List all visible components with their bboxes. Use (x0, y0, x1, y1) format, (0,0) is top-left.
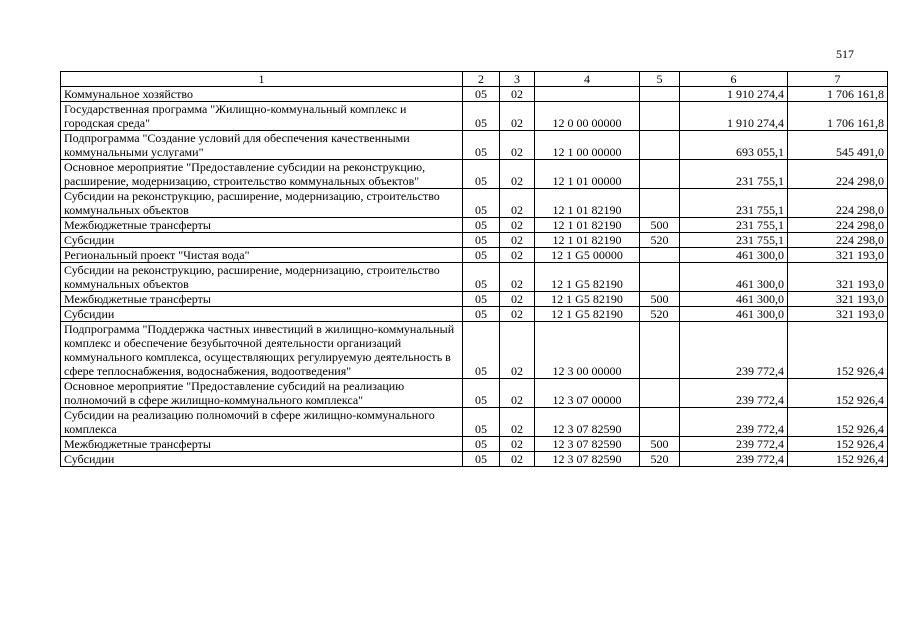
header-cell-4: 4 (535, 72, 640, 87)
row-target-article-cell: 12 3 07 82590 (535, 437, 640, 452)
row-amount-col6-cell: 1 910 274,4 (680, 102, 788, 131)
row-amount-col6-cell: 461 300,0 (680, 248, 788, 263)
row-amount-col7-cell: 321 193,0 (788, 263, 888, 292)
row-expense-type-cell (640, 248, 680, 263)
row-subsection-cell: 02 (500, 452, 535, 467)
row-subsection-cell: 02 (500, 408, 535, 437)
row-name-cell: Субсидии (61, 307, 463, 322)
row-section-cell: 05 (463, 292, 500, 307)
row-subsection-cell: 02 (500, 292, 535, 307)
row-section-cell: 05 (463, 233, 500, 248)
row-amount-col6-cell: 239 772,4 (680, 452, 788, 467)
header-cell-6: 6 (680, 72, 788, 87)
row-subsection-cell: 02 (500, 189, 535, 218)
row-section-cell: 05 (463, 248, 500, 263)
row-amount-col6-cell: 1 910 274,4 (680, 87, 788, 102)
table-row (61, 452, 888, 467)
row-target-article-cell: 12 3 07 82590 (535, 452, 640, 467)
table-row (61, 307, 888, 322)
row-name-cell: Коммунальное хозяйство (61, 87, 463, 102)
row-amount-col7-cell: 224 298,0 (788, 218, 888, 233)
row-target-article-cell: 12 1 G5 00000 (535, 248, 640, 263)
row-amount-col6-cell: 231 755,1 (680, 189, 788, 218)
row-target-article-cell: 12 1 01 00000 (535, 160, 640, 189)
row-name-cell: Субсидии на реконструкцию, расширение, модернизацию, строительство коммунальных объектов (61, 189, 463, 218)
row-name-cell: Субсидии (61, 452, 463, 467)
row-target-article-cell: 12 1 G5 82190 (535, 307, 640, 322)
row-subsection-cell: 02 (500, 160, 535, 189)
row-section-cell: 05 (463, 307, 500, 322)
row-name-cell: Межбюджетные трансферты (61, 218, 463, 233)
row-amount-col6-cell: 239 772,4 (680, 322, 788, 379)
row-expense-type-cell (640, 102, 680, 131)
table-row (61, 218, 888, 233)
row-expense-type-cell (640, 87, 680, 102)
header-cell-3: 3 (500, 72, 535, 87)
row-amount-col6-cell: 461 300,0 (680, 263, 788, 292)
row-name-cell: Субсидии на реализацию полномочий в сфере жилищно-коммунального комплекса (61, 408, 463, 437)
table-row (61, 189, 888, 218)
row-amount-col6-cell: 231 755,1 (680, 218, 788, 233)
row-section-cell: 05 (463, 263, 500, 292)
row-amount-col7-cell: 152 926,4 (788, 452, 888, 467)
table-body (61, 87, 888, 467)
row-target-article-cell (535, 87, 640, 102)
row-amount-col7-cell: 545 491,0 (788, 131, 888, 160)
table-row (61, 379, 888, 408)
row-subsection-cell: 02 (500, 233, 535, 248)
row-expense-type-cell (640, 189, 680, 218)
row-amount-col7-cell: 152 926,4 (788, 408, 888, 437)
row-subsection-cell: 02 (500, 307, 535, 322)
row-name-cell: Межбюджетные трансферты (61, 292, 463, 307)
row-amount-col7-cell: 321 193,0 (788, 307, 888, 322)
table-row (61, 131, 888, 160)
row-subsection-cell: 02 (500, 102, 535, 131)
row-section-cell: 05 (463, 87, 500, 102)
row-section-cell: 05 (463, 322, 500, 379)
header-cell-7: 7 (788, 72, 888, 87)
row-amount-col7-cell: 152 926,4 (788, 437, 888, 452)
page-number: 517 (836, 47, 854, 61)
row-name-cell: Региональный проект "Чистая вода" (61, 248, 463, 263)
header-cell-1: 1 (61, 72, 463, 87)
row-subsection-cell: 02 (500, 248, 535, 263)
row-amount-col7-cell: 321 193,0 (788, 248, 888, 263)
row-amount-col7-cell: 1 706 161,8 (788, 87, 888, 102)
row-expense-type-cell: 520 (640, 452, 680, 467)
row-target-article-cell: 12 1 01 82190 (535, 233, 640, 248)
header-cell-5: 5 (640, 72, 680, 87)
row-expense-type-cell (640, 160, 680, 189)
row-target-article-cell: 12 1 G5 82190 (535, 263, 640, 292)
table-row (61, 233, 888, 248)
row-name-cell: Основное мероприятие "Предоставление субсидии на реконструкцию, расширение, модернизацию, строительство коммунальных объектов" (61, 160, 463, 189)
row-amount-col6-cell: 461 300,0 (680, 307, 788, 322)
row-amount-col6-cell: 239 772,4 (680, 408, 788, 437)
row-amount-col6-cell: 231 755,1 (680, 160, 788, 189)
row-amount-col6-cell: 461 300,0 (680, 292, 788, 307)
row-amount-col6-cell: 231 755,1 (680, 233, 788, 248)
row-amount-col7-cell: 321 193,0 (788, 292, 888, 307)
row-target-article-cell: 12 1 00 00000 (535, 131, 640, 160)
table-row (61, 102, 888, 131)
row-section-cell: 05 (463, 189, 500, 218)
row-name-cell: Подпрограмма "Создание условий для обеспечения качественными коммунальными услугами" (61, 131, 463, 160)
row-amount-col7-cell: 224 298,0 (788, 160, 888, 189)
row-expense-type-cell: 500 (640, 292, 680, 307)
row-subsection-cell: 02 (500, 263, 535, 292)
row-amount-col7-cell: 152 926,4 (788, 322, 888, 379)
header-row (61, 72, 888, 87)
row-expense-type-cell: 500 (640, 437, 680, 452)
table-row (61, 263, 888, 292)
row-amount-col7-cell: 224 298,0 (788, 189, 888, 218)
row-expense-type-cell (640, 408, 680, 437)
budget-table (60, 71, 888, 467)
row-section-cell: 05 (463, 218, 500, 233)
row-expense-type-cell (640, 322, 680, 379)
row-amount-col6-cell: 693 055,1 (680, 131, 788, 160)
table-row (61, 408, 888, 437)
row-amount-col6-cell: 239 772,4 (680, 437, 788, 452)
row-subsection-cell: 02 (500, 131, 535, 160)
row-subsection-cell: 02 (500, 87, 535, 102)
header-cell-2: 2 (463, 72, 500, 87)
row-name-cell: Подпрограмма "Поддержка частных инвестиций в жилищно-коммунальный комплекс и обеспечение безубыточной деятельности организаций коммунального комплекса, осуществляющих регулируемую деятельность в сфере теплоснабжения, водоснабжения, водоотведения" (61, 322, 463, 379)
row-target-article-cell: 12 3 07 00000 (535, 379, 640, 408)
row-target-article-cell: 12 1 01 82190 (535, 218, 640, 233)
row-section-cell: 05 (463, 437, 500, 452)
row-amount-col7-cell: 1 706 161,8 (788, 102, 888, 131)
row-expense-type-cell (640, 263, 680, 292)
row-expense-type-cell (640, 379, 680, 408)
row-name-cell: Субсидии на реконструкцию, расширение, модернизацию, строительство коммунальных объектов (61, 263, 463, 292)
row-expense-type-cell: 520 (640, 307, 680, 322)
row-subsection-cell: 02 (500, 379, 535, 408)
row-expense-type-cell (640, 131, 680, 160)
row-section-cell: 05 (463, 160, 500, 189)
row-section-cell: 05 (463, 379, 500, 408)
table-row (61, 322, 888, 379)
table-row (61, 248, 888, 263)
row-target-article-cell: 12 3 00 00000 (535, 322, 640, 379)
row-expense-type-cell: 520 (640, 233, 680, 248)
table-row (61, 437, 888, 452)
row-expense-type-cell: 500 (640, 218, 680, 233)
row-name-cell: Государственная программа "Жилищно-коммунальный комплекс и городская среда" (61, 102, 463, 131)
row-section-cell: 05 (463, 102, 500, 131)
row-section-cell: 05 (463, 452, 500, 467)
row-target-article-cell: 12 3 07 82590 (535, 408, 640, 437)
table-row (61, 87, 888, 102)
row-subsection-cell: 02 (500, 218, 535, 233)
row-subsection-cell: 02 (500, 437, 535, 452)
row-amount-col7-cell: 224 298,0 (788, 233, 888, 248)
row-section-cell: 05 (463, 408, 500, 437)
row-target-article-cell: 12 1 G5 82190 (535, 292, 640, 307)
row-target-article-cell: 12 0 00 00000 (535, 102, 640, 131)
row-section-cell: 05 (463, 131, 500, 160)
row-name-cell: Субсидии (61, 233, 463, 248)
row-target-article-cell: 12 1 01 82190 (535, 189, 640, 218)
row-name-cell: Основное мероприятие "Предоставление субсидий на реализацию полномочий в сфере жилищно-коммунального комплекса" (61, 379, 463, 408)
row-name-cell: Межбюджетные трансферты (61, 437, 463, 452)
row-subsection-cell: 02 (500, 322, 535, 379)
table-row (61, 160, 888, 189)
row-amount-col7-cell: 152 926,4 (788, 379, 888, 408)
row-amount-col6-cell: 239 772,4 (680, 379, 788, 408)
table-row (61, 292, 888, 307)
